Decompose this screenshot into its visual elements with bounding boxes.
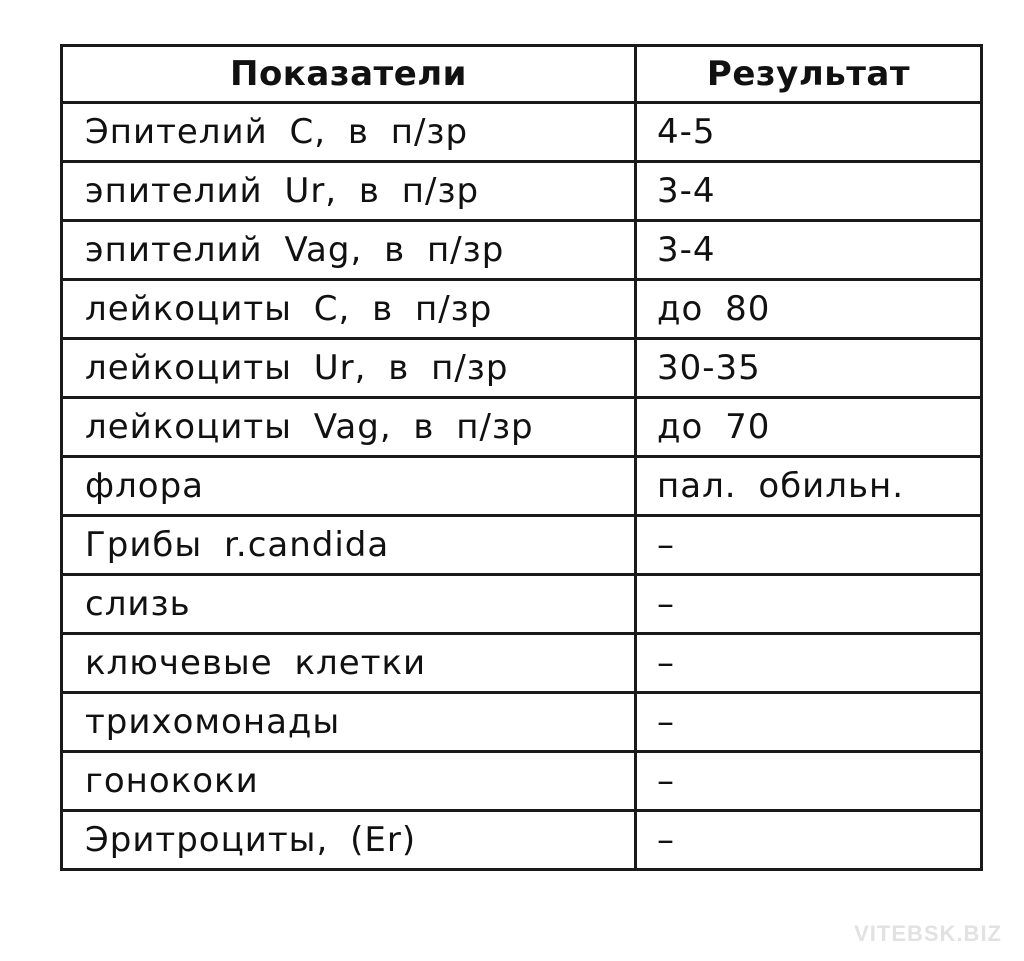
header-indicator: Показатели xyxy=(62,46,636,103)
result-cell: – xyxy=(636,752,982,811)
table-row xyxy=(62,811,982,870)
result-cell: до 80 xyxy=(636,280,982,339)
table-row xyxy=(62,339,982,398)
table-row xyxy=(62,103,982,162)
table-row xyxy=(62,634,982,693)
result-cell: – xyxy=(636,575,982,634)
table-row xyxy=(62,457,982,516)
table-row xyxy=(62,516,982,575)
indicator-cell: Эпителий С, в п/зр xyxy=(62,103,636,162)
indicator-cell: эпителий Vag, в п/зр xyxy=(62,221,636,280)
result-cell: – xyxy=(636,516,982,575)
indicator-cell: ключевые клетки xyxy=(62,634,636,693)
watermark-logo: VITEBSK.BIZ xyxy=(854,921,1002,946)
indicator-cell: флора xyxy=(62,457,636,516)
indicator-cell: трихомонады xyxy=(62,693,636,752)
header-result: Результат xyxy=(636,46,982,103)
result-cell: пал. обильн. xyxy=(636,457,982,516)
result-cell: 3-4 xyxy=(636,221,982,280)
table-row xyxy=(62,280,982,339)
indicator-cell: лейкоциты С, в п/зр xyxy=(62,280,636,339)
table-row xyxy=(62,575,982,634)
result-cell: 30-35 xyxy=(636,339,982,398)
result-cell: – xyxy=(636,693,982,752)
table-row xyxy=(62,162,982,221)
indicator-cell: гонококи xyxy=(62,752,636,811)
result-cell: – xyxy=(636,811,982,870)
result-cell: до 70 xyxy=(636,398,982,457)
indicator-cell: Грибы r.candida xyxy=(62,516,636,575)
indicator-cell: лейкоциты Ur, в п/зр xyxy=(62,339,636,398)
table-row xyxy=(62,221,982,280)
result-cell: – xyxy=(636,634,982,693)
table-row xyxy=(62,693,982,752)
result-cell: 3-4 xyxy=(636,162,982,221)
indicator-cell: слизь xyxy=(62,575,636,634)
indicator-cell: эпителий Ur, в п/зр xyxy=(62,162,636,221)
results-table xyxy=(60,44,983,871)
result-cell: 4-5 xyxy=(636,103,982,162)
table-row xyxy=(62,398,982,457)
table-header-row xyxy=(62,46,982,103)
indicator-cell: Эритроциты, (Er) xyxy=(62,811,636,870)
table-row xyxy=(62,752,982,811)
indicator-cell: лейкоциты Vag, в п/зр xyxy=(62,398,636,457)
